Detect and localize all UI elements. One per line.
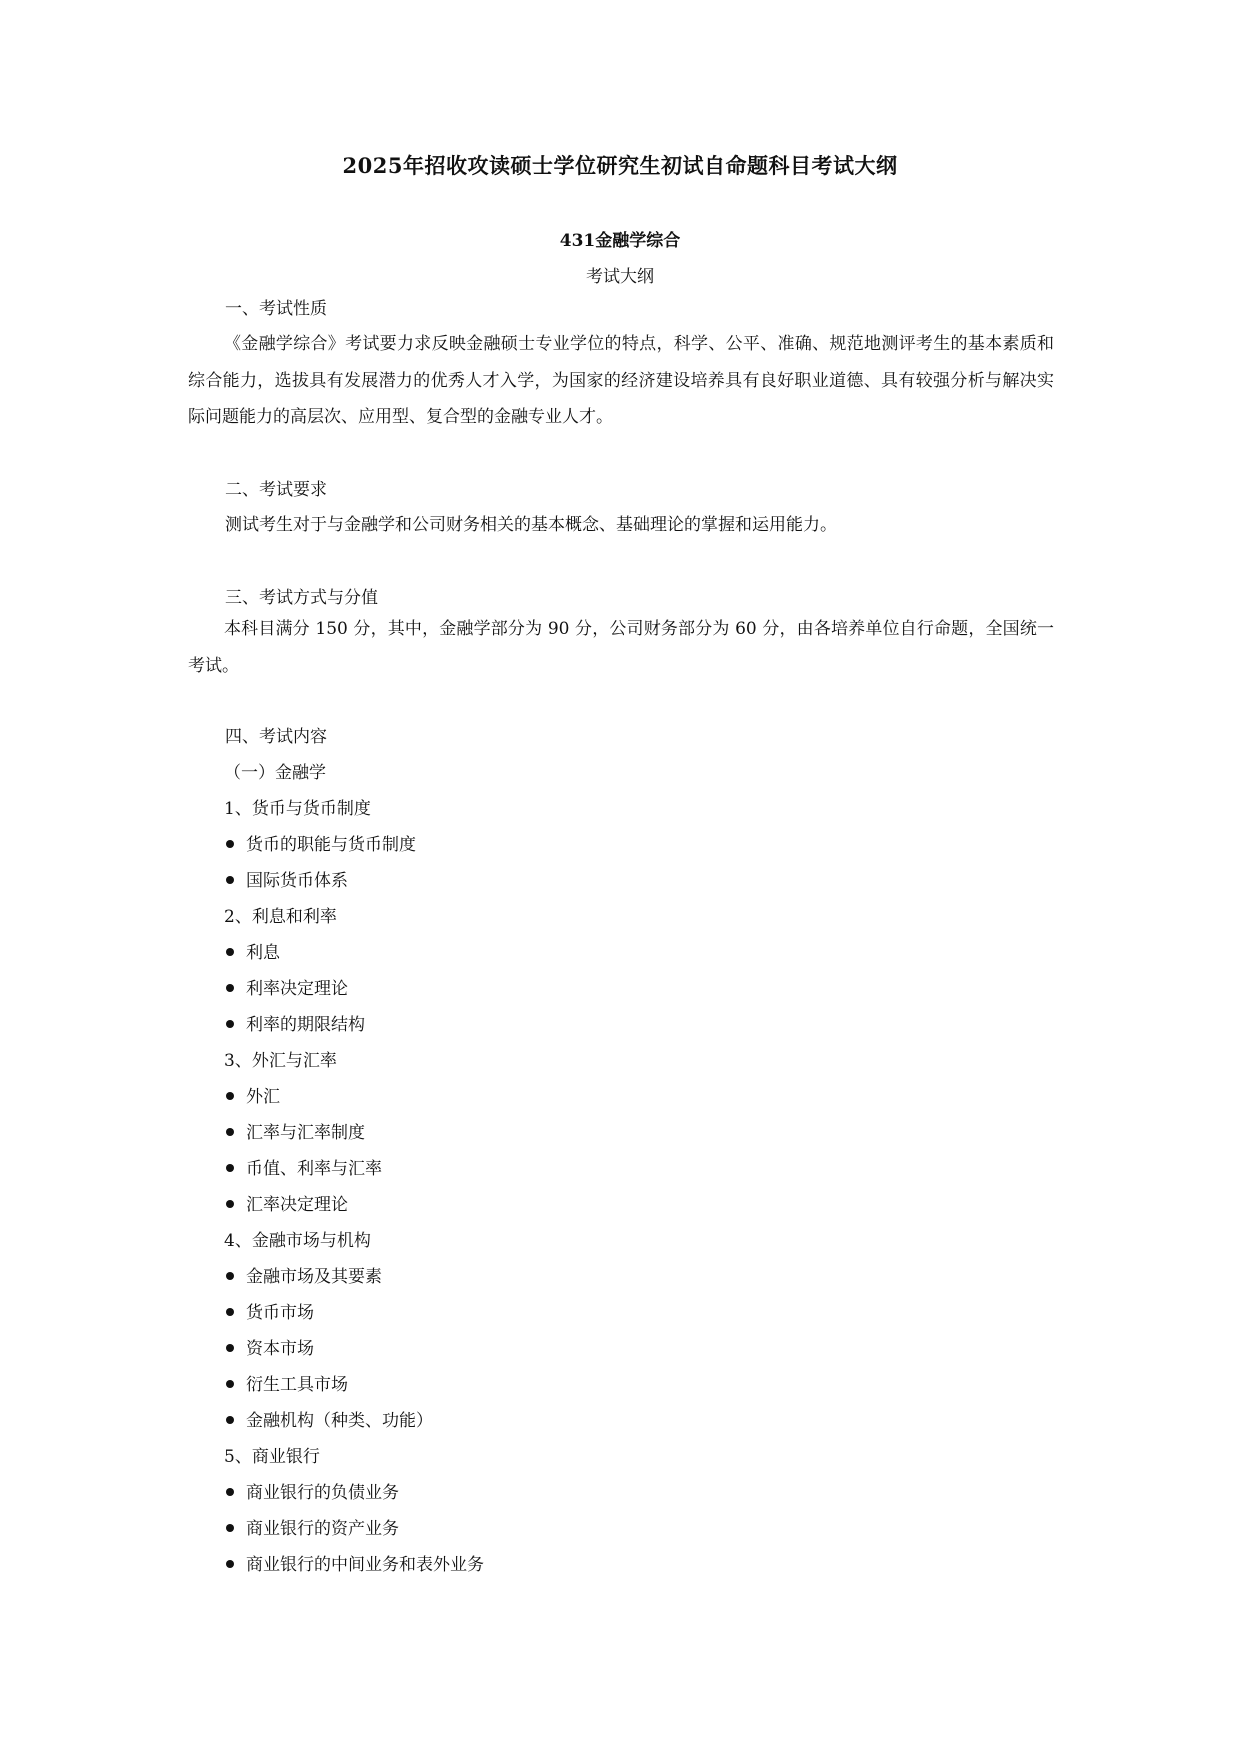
content-part-finance: （一）金融学 [224, 763, 326, 783]
list-item: 货币市场 [226, 1302, 314, 1324]
bullet-icon [226, 1164, 234, 1172]
bullet-icon [226, 1200, 234, 1208]
bullet-icon [226, 1488, 234, 1496]
section-heading-nature: 一、考试性质 [225, 299, 327, 319]
section-text-format: 本科目满分 150 分，其中，金融学部分为 90 分，公司财务部分为 60 分，由各培养单位自行命题，全国统一考试。 [188, 619, 1054, 676]
bullet-icon [226, 1272, 234, 1280]
bullet-icon [226, 1020, 234, 1028]
topic-title: 5、商业银行 [224, 1447, 320, 1467]
list-item: 商业银行的负债业务 [226, 1482, 399, 1504]
bullet-icon [226, 1308, 234, 1316]
list-item: 金融机构（种类、功能） [226, 1410, 433, 1432]
section-text-nature: 《金融学综合》考试要力求反映金融硕士专业学位的特点，科学、公平、准确、规范地测评考生的基本素质和综合能力，选拔具有发展潜力的优秀人才入学，为国家的经济建设培养具有良好职业道德、具有较强分析与解决实际问题能力的高层次、应用型、复合型的金融专业人才。 [188, 334, 1054, 427]
topic-title: 2、利息和利率 [224, 907, 337, 927]
bullet-icon [226, 948, 234, 956]
section-heading-requirements: 二、考试要求 [225, 480, 327, 500]
list-item: 资本市场 [226, 1338, 314, 1360]
bullet-icon [226, 1344, 234, 1352]
list-item: 币值、利率与汇率 [226, 1158, 382, 1180]
section-heading-format: 三、考试方式与分值 [225, 588, 378, 608]
bullet-icon [226, 876, 234, 884]
bullet-icon [226, 1524, 234, 1532]
subject-code-title: 431金融学综合 [559, 231, 681, 251]
section-text-requirements: 测试考生对于与金融学和公司财务相关的基本概念、基础理论的掌握和运用能力。 [225, 515, 837, 535]
list-item: 国际货币体系 [226, 870, 348, 892]
document-subtitle: 考试大纲 [586, 267, 654, 287]
topic-title: 4、金融市场与机构 [224, 1231, 371, 1251]
list-item: 商业银行的资产业务 [226, 1518, 399, 1540]
bullet-icon [226, 840, 234, 848]
list-item: 利率决定理论 [226, 978, 348, 1000]
list-item: 货币的职能与货币制度 [226, 834, 416, 856]
list-item: 汇率与汇率制度 [226, 1122, 365, 1144]
bullet-icon [226, 1416, 234, 1424]
topic-title: 3、外汇与汇率 [224, 1051, 337, 1071]
bullet-icon [226, 1560, 234, 1568]
list-item: 商业银行的中间业务和表外业务 [226, 1554, 484, 1576]
document-title: 2025年招收攻读硕士学位研究生初试自命题科目考试大纲 [342, 153, 898, 178]
bullet-icon [226, 1380, 234, 1388]
topic-title: 1、货币与货币制度 [224, 799, 371, 819]
list-item: 利息 [226, 942, 280, 964]
bullet-icon [226, 1128, 234, 1136]
list-item: 利率的期限结构 [226, 1014, 365, 1036]
list-item: 衍生工具市场 [226, 1374, 348, 1396]
list-item: 汇率决定理论 [226, 1194, 348, 1216]
list-item: 金融市场及其要素 [226, 1266, 382, 1288]
list-item: 外汇 [226, 1086, 280, 1108]
section-heading-content: 四、考试内容 [225, 727, 327, 747]
bullet-icon [226, 984, 234, 992]
bullet-icon [226, 1092, 234, 1100]
